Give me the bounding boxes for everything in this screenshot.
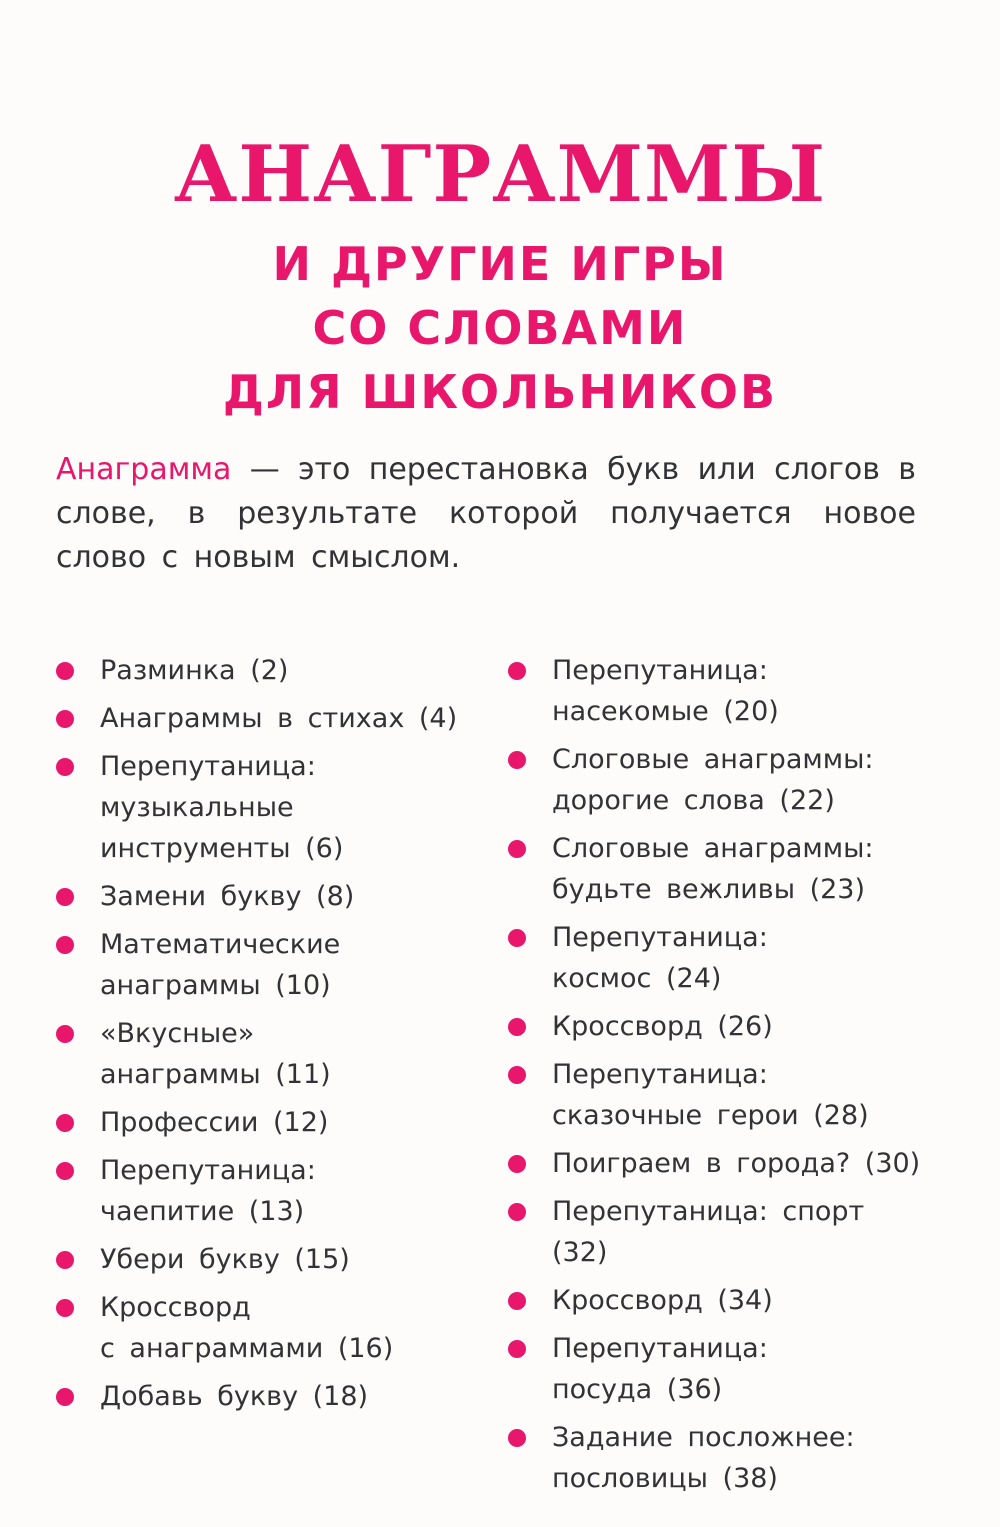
contents-item-line: космос (24) — [552, 963, 722, 994]
bullet-dot-icon — [508, 1203, 526, 1221]
contents-item-line: насекомые (20) — [552, 696, 779, 727]
intro-term: Анаграмма — [56, 452, 232, 487]
contents-item-label — [552, 1054, 928, 1136]
contents-item — [56, 746, 476, 869]
contents-item-line: Задание посложнее: — [552, 1422, 855, 1453]
page-title: АНАГРАММЫ — [173, 129, 827, 220]
contents-item-label — [100, 1102, 476, 1143]
contents-item — [56, 698, 476, 739]
contents-item — [56, 1102, 476, 1143]
subtitle-line: ДЛЯ ШКОЛЬНИКОВ — [222, 365, 778, 419]
contents-item — [508, 1191, 928, 1273]
contents-item-line: будьте вежливы (23) — [552, 874, 866, 905]
bullet-dot-icon — [56, 1025, 74, 1043]
contents-item — [56, 650, 476, 691]
contents-item-label — [100, 924, 476, 1006]
contents-item — [56, 1150, 476, 1232]
contents-item-line: сказочные герои (28) — [552, 1100, 869, 1131]
contents-item-label — [552, 650, 928, 732]
contents-item — [508, 1006, 928, 1047]
bullet-dot-icon — [56, 1251, 74, 1269]
contents-item — [508, 650, 928, 732]
contents-item-label — [552, 1280, 928, 1321]
intro-paragraph — [56, 448, 916, 580]
contents-item-label — [100, 876, 476, 917]
contents-item — [56, 1376, 476, 1417]
contents-item-line: Анаграммы в стихах (4) — [100, 703, 458, 734]
contents-item-line: Добавь букву (18) — [100, 1381, 369, 1412]
contents-item-label — [552, 917, 928, 999]
contents-item-label — [552, 1417, 928, 1499]
contents-item-line: Слоговые анаграммы: — [552, 744, 874, 775]
contents-item — [56, 1013, 476, 1095]
contents-item — [56, 924, 476, 1006]
bullet-dot-icon — [56, 1388, 74, 1406]
contents-item-line: Перепутаница: — [552, 655, 768, 686]
intro-text: — это перестановка букв или слогов в слове, в результате которой получается новое слово с новым смыслом. — [56, 452, 916, 575]
bullet-dot-icon — [508, 1292, 526, 1310]
contents-item-label — [100, 746, 476, 869]
bullet-dot-icon — [56, 1114, 74, 1132]
contents-item-label — [552, 1328, 928, 1410]
contents-item-line: Поиграем в города? (30) — [552, 1148, 921, 1179]
contents-item — [508, 1054, 928, 1136]
contents-item — [508, 739, 928, 821]
contents-item-line: Замени букву (8) — [100, 881, 355, 912]
contents-item-line: Кроссворд — [100, 1292, 251, 1323]
contents-item-line: инструменты (6) — [100, 833, 344, 864]
contents-item — [56, 876, 476, 917]
bullet-dot-icon — [56, 758, 74, 776]
bullet-dot-icon — [508, 840, 526, 858]
contents-item-line: Перепутаница: — [100, 1155, 316, 1186]
contents-item-line: Перепутаница: — [100, 751, 316, 782]
contents-item-line: Перепутаница: спорт (32) — [552, 1196, 865, 1268]
contents-item-label — [552, 1006, 928, 1047]
bullet-dot-icon — [508, 1340, 526, 1358]
contents-item-line: Убери букву (15) — [100, 1244, 350, 1275]
contents-item — [56, 1287, 476, 1369]
contents-item-line: Профессии (12) — [100, 1107, 329, 1138]
contents-item-line: Разминка (2) — [100, 655, 289, 686]
contents-item-line: чаепитие (13) — [100, 1196, 305, 1227]
contents-item-line: Перепутаница: — [552, 922, 768, 953]
contents-item — [508, 1280, 928, 1321]
bullet-dot-icon — [508, 1018, 526, 1036]
contents-item-label — [100, 698, 476, 739]
contents-item-label — [552, 1143, 928, 1184]
bullet-dot-icon — [508, 929, 526, 947]
contents-item-label — [552, 739, 928, 821]
contents-item-label — [100, 1287, 476, 1369]
contents-item-line: Перепутаница: — [552, 1333, 768, 1364]
contents-item-line: «Вкусные» — [100, 1018, 255, 1049]
contents-item-line: дорогие слова (22) — [552, 785, 835, 816]
bullet-dot-icon — [508, 1429, 526, 1447]
bullet-dot-icon — [508, 751, 526, 769]
contents-item-line: Математические — [100, 929, 341, 960]
contents-item-line: анаграммы (10) — [100, 970, 331, 1001]
contents-item — [508, 1143, 928, 1184]
contents-item — [56, 1239, 476, 1280]
contents-item-label — [100, 1239, 476, 1280]
contents-item-line: Кроссворд (34) — [552, 1285, 773, 1316]
bullet-dot-icon — [56, 662, 74, 680]
contents-item-line: музыкальные — [100, 792, 294, 823]
contents-item-label — [100, 1150, 476, 1232]
bullet-dot-icon — [508, 1066, 526, 1084]
contents-item-label — [100, 650, 476, 691]
subtitle — [0, 232, 1000, 424]
contents-item-line: пословицы (38) — [552, 1463, 778, 1494]
contents-list-left — [56, 650, 476, 1424]
contents-item-line: Кроссворд (26) — [552, 1011, 773, 1042]
contents-item-label — [100, 1376, 476, 1417]
bullet-dot-icon — [508, 662, 526, 680]
contents-item-line: анаграммы (11) — [100, 1059, 331, 1090]
bullet-dot-icon — [56, 710, 74, 728]
contents-item-label — [552, 828, 928, 910]
contents-list-right — [508, 650, 928, 1506]
bullet-dot-icon — [56, 1299, 74, 1317]
bullet-dot-icon — [56, 936, 74, 954]
contents-item-label — [552, 1191, 928, 1273]
bullet-dot-icon — [56, 1162, 74, 1180]
contents-item — [508, 917, 928, 999]
contents-item — [508, 1328, 928, 1410]
contents-item-line: с анаграммами (16) — [100, 1333, 394, 1364]
contents-item-line: Перепутаница: — [552, 1059, 768, 1090]
contents-item-line: Слоговые анаграммы: — [552, 833, 874, 864]
subtitle-line: И ДРУГИЕ ИГРЫ — [272, 237, 728, 291]
contents-item-line: посуда (36) — [552, 1374, 723, 1405]
subtitle-line: СО СЛОВАМИ — [312, 301, 688, 355]
bullet-dot-icon — [56, 888, 74, 906]
contents-item — [508, 1417, 928, 1499]
bullet-dot-icon — [508, 1155, 526, 1173]
contents-item — [508, 828, 928, 910]
contents-item-label — [100, 1013, 476, 1095]
